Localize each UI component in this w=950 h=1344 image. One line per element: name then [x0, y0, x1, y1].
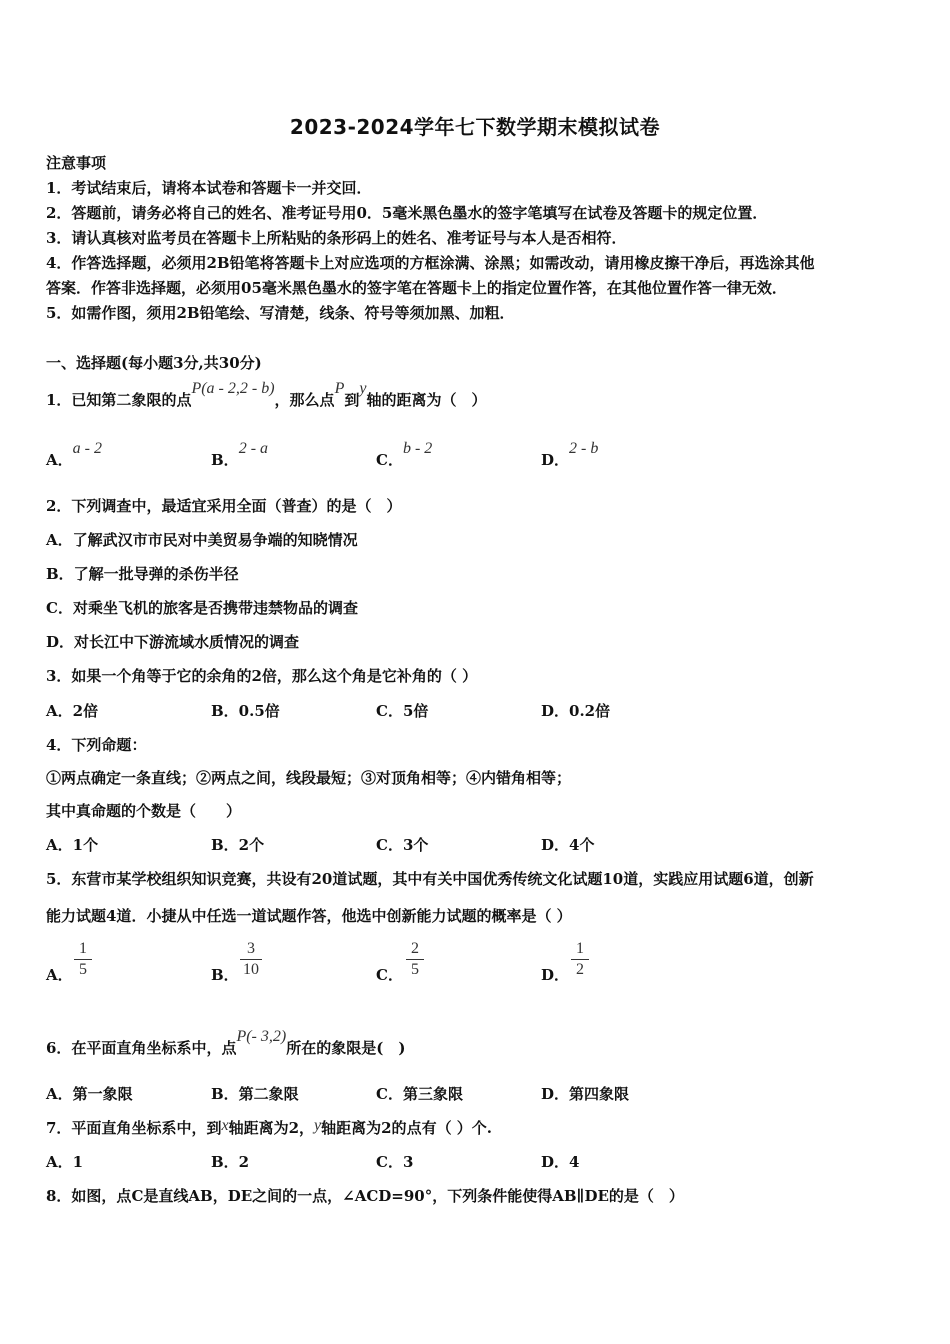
q7-text-b: 轴距离为2，: [228, 1119, 315, 1137]
q5-option-b-fraction: 3 10: [240, 940, 262, 979]
q6-option-d: D．第四象限: [541, 1085, 630, 1103]
q5-option-c-label: C．: [376, 966, 403, 984]
q6-text-a: 6．在平面直角坐标系中，点: [46, 1039, 237, 1057]
q5-option-a-fraction: 1 5: [74, 940, 92, 979]
page-title: 2023-2024学年七下数学期末模拟试卷: [289, 115, 661, 139]
note-item: 答案．作答非选择题，必须用05毫米黑色墨水的签字笔在答题卡上的指定位置作答，在其他位置作答一律无效．: [46, 279, 787, 297]
q1-text-a: 1．已知第二象限的点: [46, 391, 192, 409]
note-item: 4．作答选择题，必须用2B铅笔将答题卡上对应选项的方框涂满、涂黑；如需改动，请用橡皮擦干净后，再选涂其他: [46, 254, 815, 272]
q3-option-c: C．5倍: [376, 702, 429, 720]
question-5-stem-line2: 能力试题4道．小捷从中任选一道试题作答，他选中创新能力试题的概率是（ ）: [46, 907, 572, 925]
q7-x: x: [221, 1117, 229, 1134]
q6-option-a: A．第一象限: [46, 1085, 133, 1103]
q1-text-d: 轴的距离为（ ）: [366, 391, 487, 409]
q3-option-b: B．0.5倍: [211, 702, 280, 720]
q1-y: y: [359, 380, 367, 397]
q6-option-c: C．第三象限: [376, 1085, 463, 1103]
q3-option-a: A．2倍: [46, 702, 99, 720]
note-item: 3．请认真核对监考员在答题卡上所粘贴的条形码上的姓名、准考证号与本人是否相符．: [46, 229, 627, 247]
question-7-stem: [46, 1117, 492, 1138]
q6-option-b: B．第二象限: [211, 1085, 299, 1103]
q7-option-b: B．2: [211, 1153, 250, 1171]
q4-question: 其中真命题的个数是（ ）: [46, 802, 242, 820]
question-8-stem: 8．如图，点C是直线AB，DE之间的一点，∠ACD=90°，下列条件能使得AB∥DE的是（ ）: [46, 1187, 684, 1205]
note-item: 1．考试结束后，请将本试卷和答题卡一并交回．: [46, 179, 372, 197]
q7-option-a: A．1: [46, 1153, 84, 1171]
q7-text-c: 轴距离为2的点有（ ）个.: [321, 1119, 493, 1137]
q5-option-a-label: A．: [46, 966, 73, 984]
q1-text-c: 到: [344, 391, 360, 409]
q4-propositions: ①两点确定一条直线；②两点之间，线段最短；③对顶角相等；④内错角相等；: [46, 769, 572, 787]
question-3-stem: 3．如果一个角等于它的余角的2倍，那么这个角是它补角的（ ）: [46, 667, 478, 685]
question-4-stem: 4．下列命题：: [46, 736, 147, 754]
section-heading: 一、选择题(每小题3分,共30分): [46, 354, 262, 372]
q5-option-d-fraction: 1 2: [571, 940, 589, 979]
q1-option-b: B．2 - a: [211, 440, 269, 469]
q5-option-b-label: B．: [211, 966, 239, 984]
question-6-stem: [46, 1028, 406, 1058]
question-2-stem: 2．下列调查中，最适宜采用全面（普查）的是（ ）: [46, 497, 402, 515]
q2-option-b: B．了解一批导弹的杀伤半径: [46, 565, 239, 583]
question-5-stem-line1: 5．东营市某学校组织知识竞赛，共设有20道试题，其中有关中国优秀传统文化试题10道，实践应用试题6道，创新: [46, 870, 814, 888]
q4-option-b: B．2个: [211, 836, 265, 854]
q3-option-d: D．0.2倍: [541, 702, 611, 720]
q1-option-c: C．b - 2: [376, 440, 433, 469]
q5-option-c-fraction: 2 5: [406, 940, 424, 979]
q1-option-d: D．2 - b: [541, 440, 599, 469]
q7-option-c: C．3: [376, 1153, 414, 1171]
q2-option-c: C．对乘坐飞机的旅客是否携带违禁物品的调查: [46, 599, 358, 617]
note-item: 5．如需作图，须用2B铅笔绘、写清楚，线条、符号等须加黑、加粗．: [46, 304, 515, 322]
q6-text-b: 所在的象限是( ): [286, 1039, 406, 1057]
q4-option-c: C．3个: [376, 836, 429, 854]
question-1-stem: [46, 380, 487, 410]
q4-option-a: A．1个: [46, 836, 99, 854]
q1-option-a: A．a - 2: [46, 440, 102, 469]
q4-option-d: D．4个: [541, 836, 595, 854]
q7-y: y: [314, 1117, 322, 1134]
q5-option-d-label: D．: [541, 966, 570, 984]
q1-point: P(a - 2,2 - b): [191, 380, 275, 397]
q7-option-d: D．4: [541, 1153, 580, 1171]
q1-p: P: [334, 380, 345, 397]
q6-point: P(- 3,2): [236, 1028, 287, 1045]
q2-option-d: D．对长江中下游流域水质情况的调查: [46, 633, 300, 651]
q2-option-a: A．了解武汉市市民对中美贸易争端的知晓情况: [46, 531, 358, 549]
note-item: 2．答题前，请务必将自己的姓名、准考证号用0．5毫米黑色墨水的签字笔填写在试卷及答题卡的规定位置．: [46, 204, 768, 222]
q1-text-b: ，那么点: [274, 391, 335, 409]
notes-heading: 注意事项: [46, 154, 107, 172]
q7-text-a: 7．平面直角坐标系中，到: [46, 1119, 222, 1137]
